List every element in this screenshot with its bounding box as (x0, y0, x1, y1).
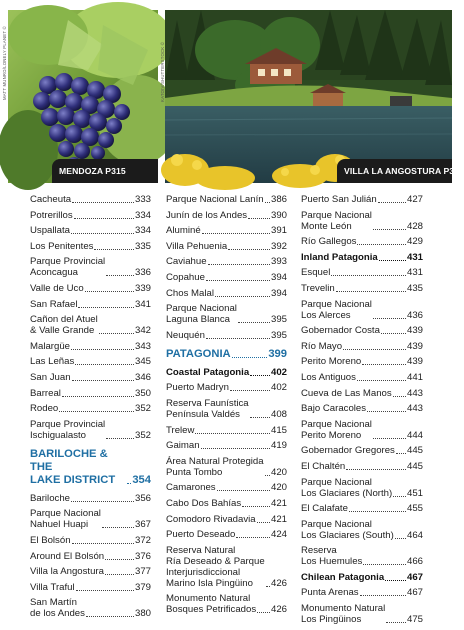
index-entry-label: PATAGONIA (166, 347, 231, 360)
dot-leader (78, 307, 134, 308)
index-entry (301, 236, 423, 247)
index-entry-page: 431 (406, 251, 423, 263)
index-entry (301, 325, 423, 336)
index-entry-page: 439 (406, 356, 423, 368)
dot-leader (381, 333, 406, 334)
index-entry (301, 519, 423, 541)
index-entry-label: San Rafael (30, 298, 78, 310)
dot-leader (208, 264, 270, 265)
dot-leader (206, 280, 270, 281)
index-entry-label: Aluminé (166, 225, 201, 237)
index-entry (30, 551, 151, 562)
dot-leader (62, 396, 134, 397)
index-entry (301, 388, 423, 399)
index-entry-label: Trelew (166, 424, 195, 436)
index-entry-label: Monumento Natural Los Pingüinos (301, 603, 386, 626)
dot-leader (71, 349, 134, 350)
index-entry-page: 439 (406, 340, 423, 352)
index-section-heading (30, 448, 151, 487)
index-entry-label: Reserva Natural Ría Deseado & Parque Interjurisdiccional Marino Isla Pingüino (166, 544, 265, 589)
index-entry-page: 466 (406, 556, 423, 568)
dot-leader (72, 380, 134, 381)
index-entry (166, 288, 287, 299)
dot-leader (72, 543, 134, 544)
index-entry-page: 333 (134, 194, 151, 205)
index-entry-page: 421 (270, 513, 287, 525)
dot-leader (346, 469, 406, 470)
dot-leader (373, 318, 406, 319)
index-entry-page: 415 (270, 424, 287, 436)
index-entry (301, 461, 423, 472)
index-entry-page: 443 (406, 387, 423, 399)
dot-leader (349, 511, 406, 512)
index-entry-label: Río Gallegos (301, 236, 357, 248)
index-entry-label: El Bolsón (30, 534, 71, 546)
dot-leader (363, 564, 406, 565)
index-entry (301, 299, 423, 321)
index-entry-page: 420 (270, 466, 287, 478)
photo-credit-right: KATOIV/SHUTTERSTOCK © (160, 41, 165, 102)
index-entry-page: 345 (134, 356, 151, 368)
index-entry-label: Chos Malal (166, 287, 214, 299)
index-entry (30, 566, 151, 577)
dot-leader (265, 202, 270, 203)
index-entry-page: 441 (406, 371, 423, 383)
index-entry (30, 314, 151, 336)
index-entry-label: Villa Traful (30, 581, 75, 593)
dot-leader (379, 260, 406, 261)
index-entry (166, 272, 287, 283)
index-entry-label: Monumento Natural Bosques Petrificados (166, 593, 257, 616)
index-entry-page: 341 (134, 298, 151, 310)
index-entry-page: 421 (270, 497, 287, 509)
index-entry-page: 394 (270, 271, 287, 283)
index-entry-page: 435 (406, 282, 423, 294)
dot-leader (59, 411, 134, 412)
dot-leader (85, 291, 134, 292)
index-entry (301, 503, 423, 514)
index-entry (301, 545, 423, 567)
index-entry-page: 445 (406, 445, 423, 457)
index-entry (166, 425, 287, 436)
index-entry-page: 399 (268, 347, 287, 360)
dot-leader (395, 538, 406, 539)
index-entry (301, 372, 423, 383)
index-entry-label: Rodeo (30, 403, 59, 415)
index-column-1 (30, 194, 151, 624)
dot-leader (202, 233, 270, 234)
index-entry-label: Reserva Los Huemules (301, 545, 363, 568)
index-entry-label: Parque Nacional Monte León (301, 209, 372, 232)
index-entry-label: Inland Patagonia (301, 251, 378, 263)
index-entry-page: 428 (406, 220, 423, 232)
index-entry (301, 587, 423, 598)
dot-leader (217, 490, 270, 491)
index-entry (30, 508, 151, 530)
index-entry-label: Parque Provincial Ischigualasto (30, 418, 106, 441)
index-entry-page: 408 (270, 408, 287, 420)
index-entry (30, 388, 151, 399)
index-entry-page: 380 (134, 608, 151, 620)
index-entry (301, 445, 423, 456)
index-entry-page: 426 (270, 604, 287, 616)
index-entry-label: Parque Nacional Los Alerces (301, 298, 372, 321)
dot-leader (367, 411, 406, 412)
index-entry (301, 283, 423, 294)
index-entry (166, 593, 287, 615)
dot-leader (250, 417, 270, 418)
index-entry-label: BARILOCHE & THE LAKE DISTRICT (30, 447, 116, 486)
index-entry-label: Cabo Dos Bahías (166, 497, 242, 509)
grape-vineyard-image (8, 10, 158, 183)
dot-leader (362, 364, 406, 365)
dot-leader (201, 448, 270, 449)
index-entry-label: Gobernador Gregores (301, 445, 395, 457)
index-entry-label: Parque Provincial Aconcagua (30, 256, 106, 279)
index-entry-label: Gobernador Costa (301, 325, 380, 337)
index-entry-page: 426 (270, 577, 287, 589)
dot-leader (373, 229, 406, 230)
index-entry-page: 354 (132, 473, 151, 486)
index-entry (301, 267, 423, 278)
dot-leader (105, 574, 134, 575)
index-entry-page: 356 (134, 492, 151, 504)
index-entry (30, 597, 151, 619)
index-entry (166, 210, 287, 221)
dot-leader (71, 233, 134, 234)
index-entry (30, 535, 151, 546)
dot-leader (357, 244, 406, 245)
index-entry-label: Perito Moreno (301, 356, 362, 368)
index-entry (30, 341, 151, 352)
index-entry-label: Barreal (30, 387, 61, 399)
index-entry-page: 352 (134, 429, 151, 441)
index-entry-label: Bariloche (30, 492, 70, 504)
index-entry (166, 398, 287, 420)
index-entry-page: 339 (134, 282, 151, 294)
index-entry-label: Villa la Angostura (30, 566, 104, 578)
index-column-3 (301, 194, 423, 630)
index-entry-page: 343 (134, 340, 151, 352)
index-entry-label: Cacheuta (30, 194, 72, 205)
index-entry (166, 440, 287, 451)
index-entry-label: Bajo Caracoles (301, 403, 367, 415)
dot-leader (248, 218, 270, 219)
index-entry-label: Los Penitentes (30, 240, 94, 252)
dot-leader (74, 218, 134, 219)
index-entry (166, 303, 287, 325)
index-entry (30, 582, 151, 593)
index-entry (166, 194, 287, 205)
dot-leader (206, 338, 270, 339)
index-entry (166, 482, 287, 493)
dot-leader (336, 291, 406, 292)
index-entry-page: 424 (270, 529, 287, 541)
index-entry-page: 445 (406, 460, 423, 472)
dot-leader (106, 275, 134, 276)
dot-leader (343, 349, 406, 350)
dot-leader (360, 595, 406, 596)
dot-leader (75, 364, 134, 365)
dot-leader (195, 433, 270, 434)
index-entry (166, 498, 287, 509)
dot-leader (228, 249, 270, 250)
dot-leader (357, 380, 406, 381)
photo-mendoza (8, 10, 158, 183)
dot-leader (72, 202, 134, 203)
dot-leader (393, 396, 406, 397)
index-entry-label: Río Mayo (301, 340, 343, 352)
index-entry-page: 393 (270, 256, 287, 268)
photo-caption-mendoza: MENDOZA P315 (52, 159, 158, 183)
dot-leader (265, 475, 270, 476)
index-entry-label: Parque Nacional Laguna Blanca (166, 303, 237, 326)
dot-leader (242, 506, 270, 507)
index-entry (301, 403, 423, 414)
index-entry-label: Parque Nacional Los Glaciares (North) (301, 476, 393, 499)
index-entry-page: 402 (270, 382, 287, 394)
index-entry-page: 336 (134, 267, 151, 279)
dot-leader (236, 537, 270, 538)
index-entry (301, 341, 423, 352)
dot-leader (86, 616, 134, 617)
index-entry (30, 225, 151, 236)
index-entry-page: 467 (406, 587, 423, 599)
index-entry-label: Cañon del Atuel & Valle Grande (30, 314, 98, 337)
index-entry (166, 256, 287, 267)
index-entry-page: 391 (270, 225, 287, 237)
index-entry-label: Camarones (166, 482, 216, 494)
dot-leader (266, 586, 270, 587)
lake-house-image (165, 10, 452, 183)
index-subheading (301, 252, 423, 263)
index-entry-page: 334 (134, 225, 151, 237)
index-entry-label: Parque Nacional Los Glaciares (South) (301, 518, 394, 541)
index-entry (301, 210, 423, 232)
index-entry (30, 356, 151, 367)
index-entry (166, 456, 287, 478)
photo-caption-villa-la-angostura: VILLA LA ANGOSTURA P377 (337, 159, 452, 183)
dot-leader (106, 438, 134, 439)
index-subheading (301, 572, 423, 583)
index-entry-label: Área Natural Protegida Punta Tombo (166, 455, 264, 478)
dot-leader (238, 322, 270, 323)
index-entry-page: 439 (406, 325, 423, 337)
dot-leader (378, 202, 406, 203)
index-entry-label: Parque Nacional Perito Moreno (301, 418, 372, 441)
index-entry-page: 429 (406, 236, 423, 248)
dot-leader (393, 496, 406, 497)
photo-villa-la-angostura (165, 10, 464, 183)
index-entry (30, 194, 151, 205)
index-entry (166, 241, 287, 252)
index-entry-page: 394 (270, 287, 287, 299)
index-entry-page: 334 (134, 209, 151, 221)
index-entry-label: Malargüe (30, 340, 70, 352)
index-entry-label: Caviahue (166, 256, 207, 268)
index-subheading (166, 367, 287, 378)
index-entry-page: 420 (270, 482, 287, 494)
index-entry (30, 403, 151, 414)
index-entry-page: 444 (406, 429, 423, 441)
index-entry-page: 390 (270, 209, 287, 221)
dot-leader (230, 390, 270, 391)
index-entry-label: San Martín de los Andes (30, 597, 85, 620)
dot-leader (232, 357, 268, 358)
dot-leader (250, 375, 270, 376)
index-entry (301, 419, 423, 441)
index-entry-label: Cueva de Las Manos (301, 387, 392, 399)
index-entry-label: Puerto Deseado (166, 529, 236, 541)
index-entry-label: Puerto Madryn (166, 382, 229, 394)
index-entry-label: Los Antiguos (301, 371, 356, 383)
index-entry (30, 493, 151, 504)
index-entry (166, 225, 287, 236)
index-entry-page: 376 (134, 550, 151, 562)
index-entry (166, 382, 287, 393)
dot-leader (94, 249, 134, 250)
index-entry-page: 377 (134, 566, 151, 578)
index-entry-page: 346 (134, 371, 151, 383)
index-entry-label: Copahue (166, 271, 205, 283)
index-entry-page: 395 (270, 329, 287, 341)
index-entry-label: Uspallata (30, 225, 70, 237)
index-entry-page: 451 (406, 487, 423, 499)
index-entry-page: 367 (134, 519, 151, 531)
index-entry (301, 356, 423, 367)
index-entry-page: 475 (406, 614, 423, 626)
index-entry-label: El Chaltén (301, 460, 346, 472)
dot-leader (105, 559, 134, 560)
dot-leader (76, 590, 134, 591)
index-entry (30, 283, 151, 294)
index-entry-page: 455 (406, 503, 423, 515)
index-entry-label: El Calafate (301, 503, 348, 515)
index-entry-label: Esquel (301, 267, 331, 279)
index-entry-page: 427 (406, 194, 423, 205)
dot-leader (215, 296, 270, 297)
index-entry-page: 443 (406, 403, 423, 415)
index-entry-label: Gaiman (166, 440, 200, 452)
index-entry-label: Potrerillos (30, 209, 73, 221)
dot-leader (99, 333, 134, 334)
index-entry (166, 545, 287, 589)
index-column-2 (166, 194, 287, 620)
index-entry-label: Villa Pehuenia (166, 240, 228, 252)
index-entry (301, 194, 423, 205)
index-entry-page: 386 (270, 194, 287, 205)
index-entry-page: 402 (270, 366, 287, 378)
index-entry-label: Trevelin (301, 282, 335, 294)
index-entry (30, 419, 151, 441)
index-entry-label: Puerto San Julián (301, 194, 377, 205)
index-entry-page: 342 (134, 325, 151, 337)
index-entry-label: Chilean Patagonia (301, 571, 385, 583)
dot-leader (385, 580, 406, 581)
index-entry-label: Coastal Patagonia (166, 366, 250, 378)
index-entry (301, 603, 423, 625)
index-entry-label: Parque Nacional Lanín (166, 194, 264, 205)
dot-leader (331, 275, 406, 276)
index-entry-label: Valle de Uco (30, 282, 84, 294)
dot-leader (127, 483, 131, 484)
index-entry-page: 431 (406, 267, 423, 279)
index-entry-page: 464 (406, 529, 423, 541)
dot-leader (373, 438, 406, 439)
index-entry-label: Junín de los Andes (166, 209, 248, 221)
index-entry (166, 514, 287, 525)
dot-leader (257, 612, 270, 613)
dot-leader (257, 522, 270, 523)
index-entry-label: Neuquén (166, 329, 205, 341)
index-entry (30, 210, 151, 221)
index-entry-label: Parque Nacional Nahuel Huapi (30, 508, 101, 531)
index-entry-label: Las Leñas (30, 356, 75, 368)
index-entry (30, 372, 151, 383)
index-entry-label: Punta Arenas (301, 587, 359, 599)
index-section-heading (166, 348, 287, 361)
index-entry-page: 372 (134, 534, 151, 546)
dot-leader (71, 501, 134, 502)
index-entry (301, 477, 423, 499)
index-entry-page: 352 (134, 403, 151, 415)
index-entry-page: 467 (406, 571, 423, 583)
index-entry-page: 335 (134, 240, 151, 252)
index-entry-page: 392 (270, 240, 287, 252)
index-entry (30, 256, 151, 278)
photo-credit-left: MATT MUNRO/LONELY PLANET © (2, 26, 7, 100)
index-entry-label: San Juan (30, 371, 71, 383)
index-entry-label: Comodoro Rivadavia (166, 513, 256, 525)
index-entry (30, 241, 151, 252)
dot-leader (102, 527, 134, 528)
index-entry (30, 299, 151, 310)
index-entry (166, 529, 287, 540)
dot-leader (386, 622, 406, 623)
index-entry-page: 379 (134, 581, 151, 593)
index-entry-page: 419 (270, 440, 287, 452)
index-entry (166, 330, 287, 341)
index-entry-label: Around El Bolsón (30, 550, 105, 562)
index-entry-page: 436 (406, 309, 423, 321)
index-entry-label: Reserva Faunística Península Valdés (166, 397, 249, 420)
dot-leader (396, 453, 406, 454)
index-entry-page: 395 (270, 314, 287, 326)
index-entry-page: 350 (134, 387, 151, 399)
